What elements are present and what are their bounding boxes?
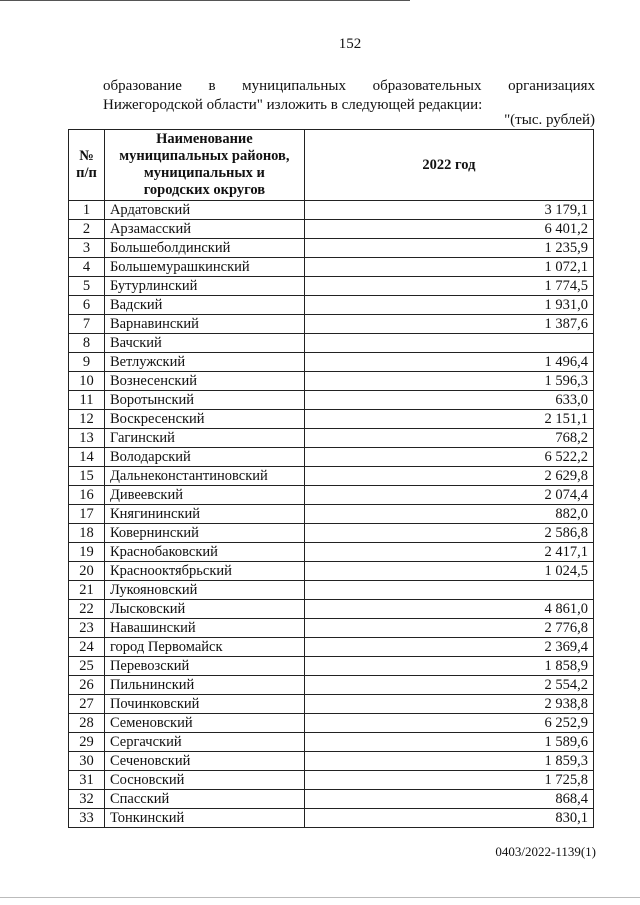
- table-row: [69, 277, 594, 296]
- table-row: [69, 676, 594, 695]
- table-row: [69, 258, 594, 277]
- row-number: 5: [69, 277, 105, 296]
- row-number: 31: [69, 771, 105, 790]
- row-value: 2 629,8: [304, 467, 593, 486]
- row-number: 14: [69, 448, 105, 467]
- row-value: 868,4: [304, 790, 593, 809]
- row-number: 19: [69, 543, 105, 562]
- row-number: 10: [69, 372, 105, 391]
- table-row: [69, 657, 594, 676]
- table-row: [69, 448, 594, 467]
- table-body: [69, 201, 594, 828]
- district-name: Гагинский: [104, 429, 304, 448]
- district-name: Большеболдинский: [104, 239, 304, 258]
- table-row: [69, 543, 594, 562]
- table-row: [69, 410, 594, 429]
- row-value: 6 522,2: [304, 448, 593, 467]
- district-name: Дальнеконстантиновский: [104, 467, 304, 486]
- table-row: [69, 638, 594, 657]
- district-name: Пильнинский: [104, 676, 304, 695]
- table-row: [69, 505, 594, 524]
- row-number: 17: [69, 505, 105, 524]
- table-row: [69, 467, 594, 486]
- intro-word: в: [208, 78, 216, 94]
- district-name: Сеченовский: [104, 752, 304, 771]
- row-value: 768,2: [304, 429, 593, 448]
- row-value: 1 725,8: [304, 771, 593, 790]
- table-row: [69, 733, 594, 752]
- table-row: [69, 486, 594, 505]
- table-row: [69, 714, 594, 733]
- district-name: Большемурашкинский: [104, 258, 304, 277]
- table-row: [69, 600, 594, 619]
- district-name: Ардатовский: [104, 201, 304, 220]
- row-number: 20: [69, 562, 105, 581]
- district-name: Тонкинский: [104, 809, 304, 828]
- row-number: 13: [69, 429, 105, 448]
- district-name: город Первомайск: [104, 638, 304, 657]
- table-row: [69, 429, 594, 448]
- intro-paragraph: [103, 77, 595, 115]
- document-code: 0403/2022-1139(1): [495, 844, 596, 859]
- table-row: [69, 220, 594, 239]
- row-value: 882,0: [304, 505, 593, 524]
- row-value: 6 252,9: [304, 714, 593, 733]
- row-value: 1 931,0: [304, 296, 593, 315]
- table-row: [69, 391, 594, 410]
- row-number: 1: [69, 201, 105, 220]
- row-value: 2 938,8: [304, 695, 593, 714]
- row-number: 15: [69, 467, 105, 486]
- district-name: Княгининский: [104, 505, 304, 524]
- row-value: [304, 581, 593, 600]
- table-row: [69, 239, 594, 258]
- row-value: 1 496,4: [304, 353, 593, 372]
- district-name: Вознесенский: [104, 372, 304, 391]
- intro-word: муниципальных: [242, 78, 346, 94]
- row-number: 16: [69, 486, 105, 505]
- district-name: Починковский: [104, 695, 304, 714]
- table-row: [69, 752, 594, 771]
- intro-word: организациях: [508, 78, 595, 94]
- row-value: 3 179,1: [304, 201, 593, 220]
- intro-line-2: Нижегородской области" изложить в следующей редакции:: [103, 97, 483, 113]
- row-number: 6: [69, 296, 105, 315]
- intro-word: образовательных: [372, 78, 482, 94]
- row-number: 3: [69, 239, 105, 258]
- row-value: [304, 334, 593, 353]
- header-name: Наименование муниципальных районов, муниципальных и городских округов: [104, 130, 304, 201]
- row-value: 2 554,2: [304, 676, 593, 695]
- row-number: 30: [69, 752, 105, 771]
- row-value: 2 776,8: [304, 619, 593, 638]
- intro-line-1: [103, 77, 595, 96]
- district-name: Арзамасский: [104, 220, 304, 239]
- row-number: 28: [69, 714, 105, 733]
- row-value: 6 401,2: [304, 220, 593, 239]
- table-row: [69, 315, 594, 334]
- row-number: 18: [69, 524, 105, 543]
- district-name: Ковернинский: [104, 524, 304, 543]
- units-note: "(тыс. рублей): [504, 112, 595, 128]
- district-name: Варнавинский: [104, 315, 304, 334]
- row-number: 29: [69, 733, 105, 752]
- table-row: [69, 809, 594, 828]
- row-number: 4: [69, 258, 105, 277]
- table-row: [69, 296, 594, 315]
- district-name: Воскресенский: [104, 410, 304, 429]
- row-number: 22: [69, 600, 105, 619]
- bottom-rule: [0, 897, 640, 898]
- row-number: 11: [69, 391, 105, 410]
- row-value: 1 387,6: [304, 315, 593, 334]
- row-number: 26: [69, 676, 105, 695]
- district-name: Сергачский: [104, 733, 304, 752]
- table-row: [69, 334, 594, 353]
- district-name: Дивеевский: [104, 486, 304, 505]
- table-header-row: [69, 130, 594, 201]
- row-value: 1 024,5: [304, 562, 593, 581]
- table-row: [69, 619, 594, 638]
- row-value: 633,0: [304, 391, 593, 410]
- budget-table: [68, 129, 594, 828]
- row-value: 830,1: [304, 809, 593, 828]
- row-number: 21: [69, 581, 105, 600]
- row-value: 2 074,4: [304, 486, 593, 505]
- district-name: Вачский: [104, 334, 304, 353]
- district-name: Бутурлинский: [104, 277, 304, 296]
- row-number: 2: [69, 220, 105, 239]
- district-name: Краснооктябрьский: [104, 562, 304, 581]
- table-row: [69, 771, 594, 790]
- row-number: 12: [69, 410, 105, 429]
- table-row: [69, 353, 594, 372]
- row-value: 1 774,5: [304, 277, 593, 296]
- district-name: Перевозский: [104, 657, 304, 676]
- district-name: Воротынский: [104, 391, 304, 410]
- row-number: 25: [69, 657, 105, 676]
- row-value: 2 151,1: [304, 410, 593, 429]
- header-num: № п/п: [69, 130, 105, 201]
- district-name: Лысковский: [104, 600, 304, 619]
- district-name: Вадский: [104, 296, 304, 315]
- row-value: 2 586,8: [304, 524, 593, 543]
- row-number: 8: [69, 334, 105, 353]
- district-name: Краснобаковский: [104, 543, 304, 562]
- row-number: 24: [69, 638, 105, 657]
- table-row: [69, 790, 594, 809]
- row-value: 1 858,9: [304, 657, 593, 676]
- row-value: 2 369,4: [304, 638, 593, 657]
- row-value: 1 859,3: [304, 752, 593, 771]
- district-name: Спасский: [104, 790, 304, 809]
- district-name: Сосновский: [104, 771, 304, 790]
- row-value: 1 072,1: [304, 258, 593, 277]
- district-name: Навашинский: [104, 619, 304, 638]
- row-number: 23: [69, 619, 105, 638]
- row-value: 2 417,1: [304, 543, 593, 562]
- row-number: 9: [69, 353, 105, 372]
- row-number: 32: [69, 790, 105, 809]
- row-value: 4 861,0: [304, 600, 593, 619]
- district-name: Ветлужский: [104, 353, 304, 372]
- header-year: 2022 год: [304, 130, 593, 201]
- table-row: [69, 524, 594, 543]
- district-name: Лукояновский: [104, 581, 304, 600]
- table-row: [69, 581, 594, 600]
- table-row: [69, 562, 594, 581]
- row-value: 1 235,9: [304, 239, 593, 258]
- row-value: 1 596,3: [304, 372, 593, 391]
- intro-word: образование: [103, 78, 182, 94]
- table-row: [69, 695, 594, 714]
- page-number: 152: [338, 36, 362, 52]
- district-name: Семеновский: [104, 714, 304, 733]
- table-row: [69, 372, 594, 391]
- row-number: 33: [69, 809, 105, 828]
- district-name: Володарский: [104, 448, 304, 467]
- row-number: 27: [69, 695, 105, 714]
- table-row: [69, 201, 594, 220]
- top-rule: [0, 0, 410, 1]
- row-number: 7: [69, 315, 105, 334]
- row-value: 1 589,6: [304, 733, 593, 752]
